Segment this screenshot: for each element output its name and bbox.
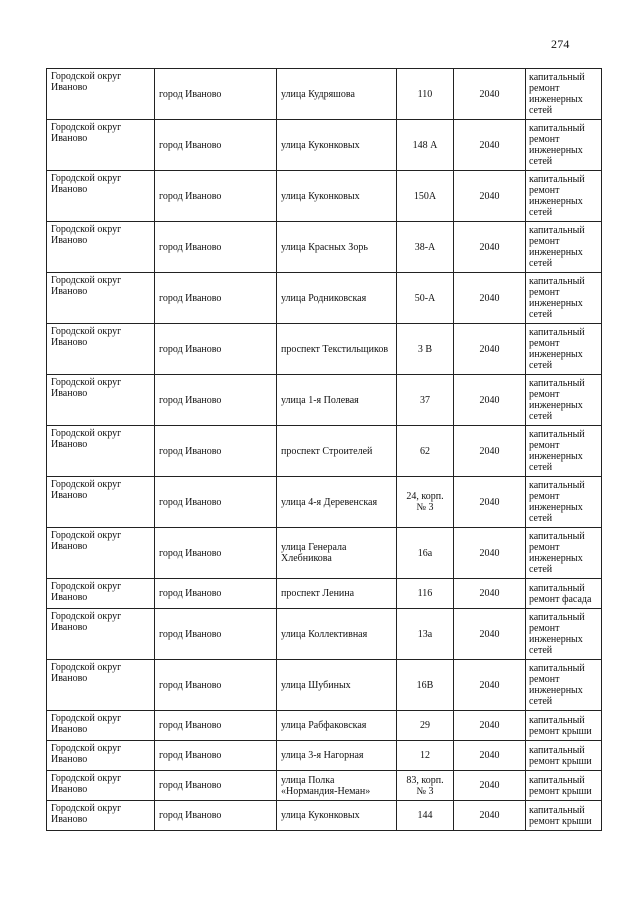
settlement-cell: город Иваново xyxy=(155,477,277,528)
year-cell: 2040 xyxy=(454,171,526,222)
settlement-cell: город Иваново xyxy=(155,711,277,741)
table-row xyxy=(47,609,602,660)
year-cell: 2040 xyxy=(454,477,526,528)
house-cell: 62 xyxy=(397,426,454,477)
table-row xyxy=(47,324,602,375)
year-cell: 2040 xyxy=(454,528,526,579)
district-cell: Городской округ Иваново xyxy=(47,477,155,528)
house-cell: 83, корп. № 3 xyxy=(397,771,454,801)
district-cell: Городской округ Иваново xyxy=(47,609,155,660)
year-cell: 2040 xyxy=(454,660,526,711)
table-row xyxy=(47,711,602,741)
street-cell: улица Куконковых xyxy=(277,120,397,171)
work-type-cell: капитальный ремонт инженерных сетей xyxy=(526,69,602,120)
housing-repair-table xyxy=(46,68,602,831)
house-cell: 144 xyxy=(397,801,454,831)
street-cell: проспект Текстильщиков xyxy=(277,324,397,375)
table-row xyxy=(47,426,602,477)
work-type-cell: капитальный ремонт крыши xyxy=(526,801,602,831)
work-type-cell: капитальный ремонт инженерных сетей xyxy=(526,660,602,711)
house-cell: 16а xyxy=(397,528,454,579)
year-cell: 2040 xyxy=(454,609,526,660)
house-cell: 110 xyxy=(397,69,454,120)
year-cell: 2040 xyxy=(454,273,526,324)
district-cell: Городской округ Иваново xyxy=(47,801,155,831)
year-cell: 2040 xyxy=(454,426,526,477)
house-cell: 3 В xyxy=(397,324,454,375)
district-cell: Городской округ Иваново xyxy=(47,660,155,711)
table-row xyxy=(47,741,602,771)
settlement-cell: город Иваново xyxy=(155,660,277,711)
house-cell: 16В xyxy=(397,660,454,711)
work-type-cell: капитальный ремонт крыши xyxy=(526,741,602,771)
house-cell: 148 А xyxy=(397,120,454,171)
street-cell: улица Шубиных xyxy=(277,660,397,711)
work-type-cell: капитальный ремонт крыши xyxy=(526,711,602,741)
house-cell: 50-А xyxy=(397,273,454,324)
street-cell: улица Коллективная xyxy=(277,609,397,660)
street-cell: улица Родниковская xyxy=(277,273,397,324)
settlement-cell: город Иваново xyxy=(155,579,277,609)
year-cell: 2040 xyxy=(454,69,526,120)
street-cell: улица 1-я Полевая xyxy=(277,375,397,426)
year-cell: 2040 xyxy=(454,324,526,375)
table-row xyxy=(47,171,602,222)
work-type-cell: капитальный ремонт инженерных сетей xyxy=(526,528,602,579)
table-row xyxy=(47,801,602,831)
house-cell: 24, корп. № 3 xyxy=(397,477,454,528)
street-cell: проспект Строителей xyxy=(277,426,397,477)
work-type-cell: капитальный ремонт инженерных сетей xyxy=(526,273,602,324)
year-cell: 2040 xyxy=(454,801,526,831)
year-cell: 2040 xyxy=(454,741,526,771)
year-cell: 2040 xyxy=(454,222,526,273)
street-cell: улица Кудряшова xyxy=(277,69,397,120)
district-cell: Городской округ Иваново xyxy=(47,426,155,477)
work-type-cell: капитальный ремонт инженерных сетей xyxy=(526,120,602,171)
district-cell: Городской округ Иваново xyxy=(47,171,155,222)
table-row xyxy=(47,375,602,426)
page-number: 274 xyxy=(551,37,570,51)
work-type-cell: капитальный ремонт инженерных сетей xyxy=(526,426,602,477)
work-type-cell: капитальный ремонт крыши xyxy=(526,771,602,801)
house-cell: 37 xyxy=(397,375,454,426)
settlement-cell: город Иваново xyxy=(155,741,277,771)
district-cell: Городской округ Иваново xyxy=(47,528,155,579)
street-cell: улица Полка «Нормандия-Неман» xyxy=(277,771,397,801)
settlement-cell: город Иваново xyxy=(155,69,277,120)
district-cell: Городской округ Иваново xyxy=(47,273,155,324)
table-row xyxy=(47,222,602,273)
table-row xyxy=(47,528,602,579)
table-row xyxy=(47,660,602,711)
district-cell: Городской округ Иваново xyxy=(47,222,155,273)
year-cell: 2040 xyxy=(454,120,526,171)
street-cell: улица Генерала Хлебникова xyxy=(277,528,397,579)
house-cell: 116 xyxy=(397,579,454,609)
settlement-cell: город Иваново xyxy=(155,273,277,324)
table-row xyxy=(47,771,602,801)
street-cell: улица 3-я Нагорная xyxy=(277,741,397,771)
street-cell: улица Куконковых xyxy=(277,171,397,222)
settlement-cell: город Иваново xyxy=(155,771,277,801)
settlement-cell: город Иваново xyxy=(155,609,277,660)
year-cell: 2040 xyxy=(454,711,526,741)
house-cell: 29 xyxy=(397,711,454,741)
district-cell: Городской округ Иваново xyxy=(47,741,155,771)
district-cell: Городской округ Иваново xyxy=(47,579,155,609)
district-cell: Городской округ Иваново xyxy=(47,771,155,801)
settlement-cell: город Иваново xyxy=(155,120,277,171)
year-cell: 2040 xyxy=(454,579,526,609)
district-cell: Городской округ Иваново xyxy=(47,324,155,375)
street-cell: улица 4-я Деревенская xyxy=(277,477,397,528)
year-cell: 2040 xyxy=(454,771,526,801)
settlement-cell: город Иваново xyxy=(155,801,277,831)
work-type-cell: капитальный ремонт инженерных сетей xyxy=(526,171,602,222)
work-type-cell: капитальный ремонт инженерных сетей xyxy=(526,222,602,273)
district-cell: Городской округ Иваново xyxy=(47,120,155,171)
street-cell: улица Куконковых xyxy=(277,801,397,831)
house-cell: 12 xyxy=(397,741,454,771)
table-row xyxy=(47,120,602,171)
house-cell: 13а xyxy=(397,609,454,660)
year-cell: 2040 xyxy=(454,375,526,426)
settlement-cell: город Иваново xyxy=(155,528,277,579)
house-cell: 150А xyxy=(397,171,454,222)
street-cell: улица Красных Зорь xyxy=(277,222,397,273)
work-type-cell: капитальный ремонт инженерных сетей xyxy=(526,477,602,528)
table-row xyxy=(47,579,602,609)
district-cell: Городской округ Иваново xyxy=(47,375,155,426)
settlement-cell: город Иваново xyxy=(155,222,277,273)
street-cell: проспект Ленина xyxy=(277,579,397,609)
settlement-cell: город Иваново xyxy=(155,324,277,375)
table-row xyxy=(47,477,602,528)
district-cell: Городской округ Иваново xyxy=(47,69,155,120)
work-type-cell: капитальный ремонт инженерных сетей xyxy=(526,375,602,426)
district-cell: Городской округ Иваново xyxy=(47,711,155,741)
table-row xyxy=(47,69,602,120)
settlement-cell: город Иваново xyxy=(155,426,277,477)
work-type-cell: капитальный ремонт фасада xyxy=(526,579,602,609)
house-cell: 38-А xyxy=(397,222,454,273)
work-type-cell: капитальный ремонт инженерных сетей xyxy=(526,324,602,375)
street-cell: улица Рабфаковская xyxy=(277,711,397,741)
settlement-cell: город Иваново xyxy=(155,375,277,426)
table-row xyxy=(47,273,602,324)
work-type-cell: капитальный ремонт инженерных сетей xyxy=(526,609,602,660)
settlement-cell: город Иваново xyxy=(155,171,277,222)
